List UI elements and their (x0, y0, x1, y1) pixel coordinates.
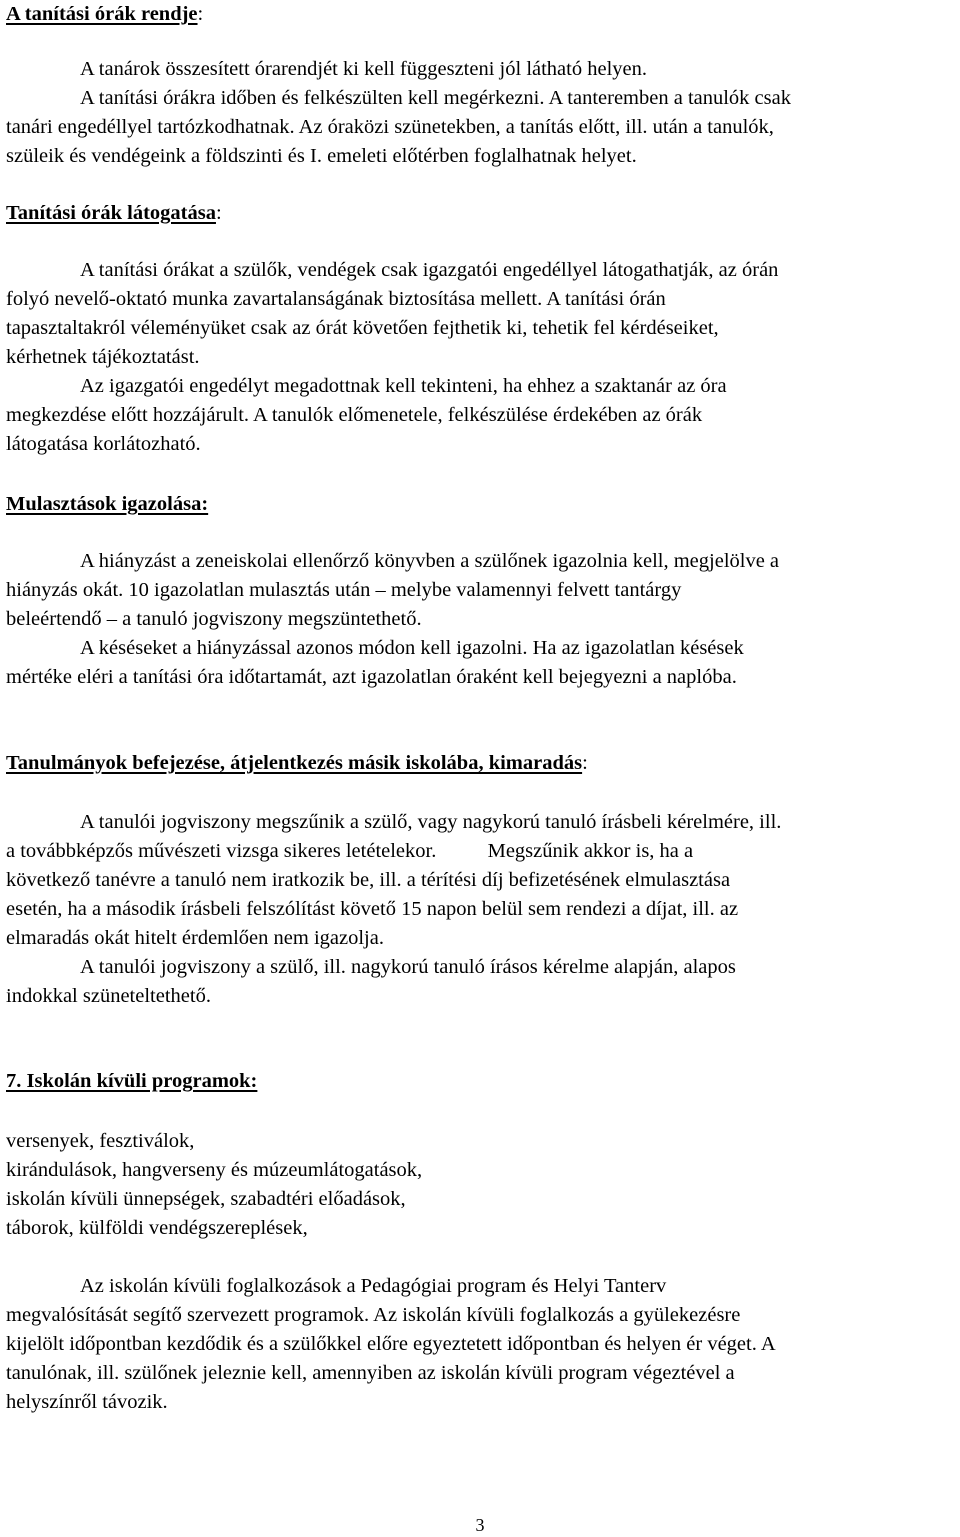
paragraph-line: A tanárok összesített órarendjét ki kell függeszteni jól látható helyen. (80, 58, 647, 80)
paragraph-line: tapasztaltakról véleményüket csak az órát követően fejthetik ki, tehetik fel kérdéseiket, (6, 317, 719, 339)
paragraph-line: elmaradás okát hitelt érdemlően nem igazolja. (6, 927, 384, 949)
paragraph-line: a továbbképzős művészeti vizsga sikeres letételekor. Megszűnik akkor is, ha a (6, 840, 694, 862)
section-heading-external-programs: 7. Iskolán kívüli programok: (6, 1070, 258, 1092)
paragraph-line: A tanulói jogviszony megszűnik a szülő, vagy nagykorú tanuló írásbeli kérelmére, ill. (80, 811, 782, 833)
paragraph-line: helyszínről távozik. (6, 1391, 168, 1413)
paragraph-line: indokkal szüneteltethető. (6, 985, 211, 1007)
list-item: versenyek, fesztiválok, (6, 1130, 195, 1152)
paragraph-line: megkezdése előtt hozzájárult. A tanulók előmenetele, felkészülése érdekében az órák (6, 404, 703, 426)
paragraph-line: folyó nevelő-oktató munka zavartalanságának biztosítása mellett. A tanítási órán (6, 288, 666, 310)
section-heading-teaching-hours: A tanítási órák rendje: (6, 3, 204, 25)
paragraph-line: látogatása korlátozható. (6, 433, 201, 455)
paragraph-line: A tanulói jogviszony a szülő, ill. nagykorú tanuló írásos kérelme alapján, alapos (80, 956, 736, 978)
paragraph-line: A késéseket a hiányzással azonos módon kell igazolni. Ha az igazolatlan késések (80, 637, 744, 659)
section-heading-absences: Mulasztások igazolása: (6, 493, 209, 515)
paragraph-line: Az igazgatói engedélyt megadottnak kell tekinteni, ha ehhez a szaktanár az óra (80, 375, 727, 397)
paragraph-line: hiányzás okát. 10 igazolatlan mulasztás után – melybe valamennyi felvett tantárgy (6, 579, 682, 601)
list-item: iskolán kívüli ünnepségek, szabadtéri előadások, (6, 1188, 406, 1210)
section-heading-completion-transfer: Tanulmányok befejezése, átjelentkezés másik iskolába, kimaradás: (6, 752, 588, 774)
list-item: kirándulások, hangverseny és múzeumlátogatások, (6, 1159, 423, 1181)
paragraph-line: kijelölt időpontban kezdődik és a szülőkkel előre egyeztetett időpontban és helyen ér véget. A (6, 1333, 776, 1355)
paragraph-line: A tanítási órákra időben és felkészülten kell megérkezni. A tanteremben a tanulók csak (80, 87, 791, 109)
paragraph-line: következő tanévre a tanuló nem iratkozik be, ill. a térítési díj befizetésének elmulasztása (6, 869, 731, 891)
paragraph-line: tanári engedéllyel tartózkodhatnak. Az óraközi szünetekben, a tanítás előtt, ill. után a tanulók, (6, 116, 774, 138)
paragraph-line: A hiányzást a zeneiskolai ellenőrző könyvben a szülőnek igazolnia kell, megjelölve a (80, 550, 780, 572)
list-item: táborok, külföldi vendégszereplések, (6, 1217, 308, 1239)
paragraph-line: szüleik és vendégeink a földszinti és I. emeleti előtérben foglalhatnak helyet. (6, 145, 637, 167)
paragraph-line: kérhetnek tájékoztatást. (6, 346, 200, 368)
paragraph-line: Az iskolán kívüli foglalkozások a Pedagógiai program és Helyi Tanterv (80, 1275, 667, 1297)
paragraph-line: A tanítási órákat a szülők, vendégek csak igazgatói engedéllyel látogathatják, az órán (80, 259, 779, 281)
paragraph-line: tanulónak, ill. szülőnek jeleznie kell, amennyiben az iskolán kívüli program végeztével a (6, 1362, 735, 1384)
paragraph-line: mértéke eléri a tanítási óra időtartamát, azt igazolatlan óraként kell bejegyezni a naplóba. (6, 666, 737, 688)
section-heading-lesson-visits: Tanítási órák látogatása: (6, 202, 222, 224)
paragraph-line: beleértendő – a tanuló jogviszony megszüntethető. (6, 608, 422, 630)
paragraph-line: megvalósítását segítő szervezett programok. Az iskolán kívüli foglalkozás a gyülekezésre (6, 1304, 741, 1326)
paragraph-line: esetén, ha a második írásbeli felszólítást követő 15 napon belül sem rendezi a díjat, ill. az (6, 898, 739, 920)
page-number: 3 (475, 1515, 485, 1535)
